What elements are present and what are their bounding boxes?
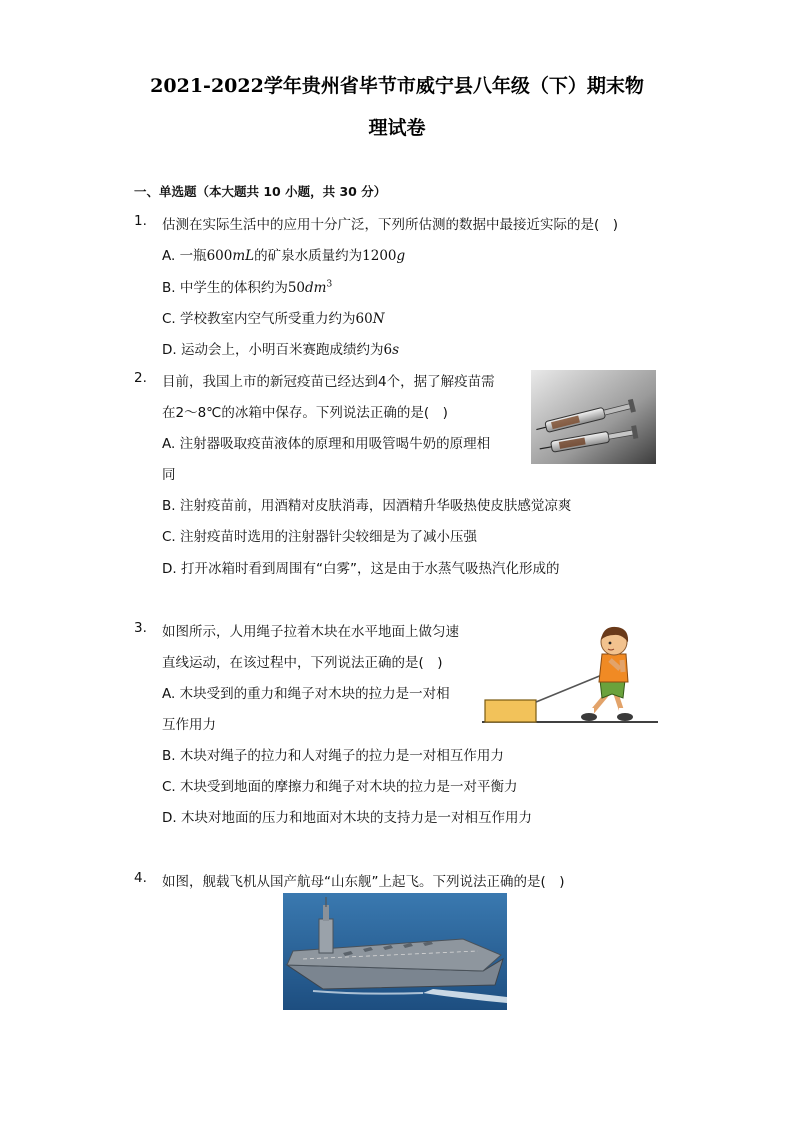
question-4-stem: 如图，舰载飞机从国产航母“山东舰”上起飞。下列说法正确的是( ) [162, 874, 565, 890]
question-3-stem-line2: 直线运动，在该过程中，下列说法正确的是( ) [162, 655, 443, 671]
question-1-option-b: B. 中学生的体积约为$50dm^3$ [162, 279, 333, 296]
question-2-stem-line1: 目前，我国上市的新冠疫苗已经达到4个，据了解疫苗需 [162, 374, 495, 390]
question-1-option-d: D. 运动会上，小明百米赛跑成绩约为6s [162, 342, 400, 358]
paper-title-line2: 理试卷 [368, 117, 426, 139]
question-3-option-a-cont: 互作用力 [162, 717, 216, 733]
question-3-option-b: B. 木块对绳子的拉力和人对绳子的拉力是一对相互作用力 [162, 748, 504, 764]
section-heading: 一、单选题（本大题共 10 小题，共 30 分） [134, 184, 387, 199]
question-2-number: 2. [134, 370, 147, 386]
question-3-option-a: A. 木块受到的重力和绳子对木块的拉力是一对相 [162, 686, 450, 702]
question-2-stem-line2: 在2～8℃的冰箱中保存。下列说法正确的是( ) [162, 405, 448, 421]
question-2-option-a: A. 注射器吸取疫苗液体的原理和用吸管喝牛奶的原理相 [162, 436, 491, 452]
question-1-number: 1. [134, 213, 147, 229]
question-2-option-a-cont: 同 [162, 467, 176, 483]
paper-title-line1: 2021-2022学年贵州省毕节市威宁县八年级（下）期末物 [150, 75, 644, 97]
boy-pulling-block-illustration [482, 620, 660, 728]
question-4-number: 4. [134, 870, 147, 886]
aircraft-carrier-photo [283, 893, 507, 1010]
question-3-option-d: D. 木块对地面的压力和地面对木块的支持力是一对相互作用力 [162, 810, 532, 826]
question-1-option-a: A. 一瓶600mL的矿泉水质量约为1200g [162, 248, 406, 264]
syringe-photo [531, 370, 656, 464]
question-1-stem: 估测在实际生活中的应用十分广泛，下列所估测的数据中最接近实际的是( ) [162, 217, 619, 233]
question-2-option-d: D. 打开冰箱时看到周围有“白雾”，这是由于水蒸气吸热汽化形成的 [162, 561, 560, 577]
question-3-option-c: C. 木块受到地面的摩擦力和绳子对木块的拉力是一对平衡力 [162, 779, 518, 795]
question-3-stem-line1: 如图所示，人用绳子拉着木块在水平地面上做匀速 [162, 624, 459, 640]
question-2-option-b: B. 注射疫苗前，用酒精对皮肤消毒，因酒精升华吸热使皮肤感觉凉爽 [162, 498, 572, 514]
question-3-number: 3. [134, 620, 147, 636]
question-1-option-c: C. 学校教室内空气所受重力约为60N [162, 311, 385, 327]
question-2-option-c: C. 注射疫苗时选用的注射器针尖较细是为了减小压强 [162, 529, 478, 545]
